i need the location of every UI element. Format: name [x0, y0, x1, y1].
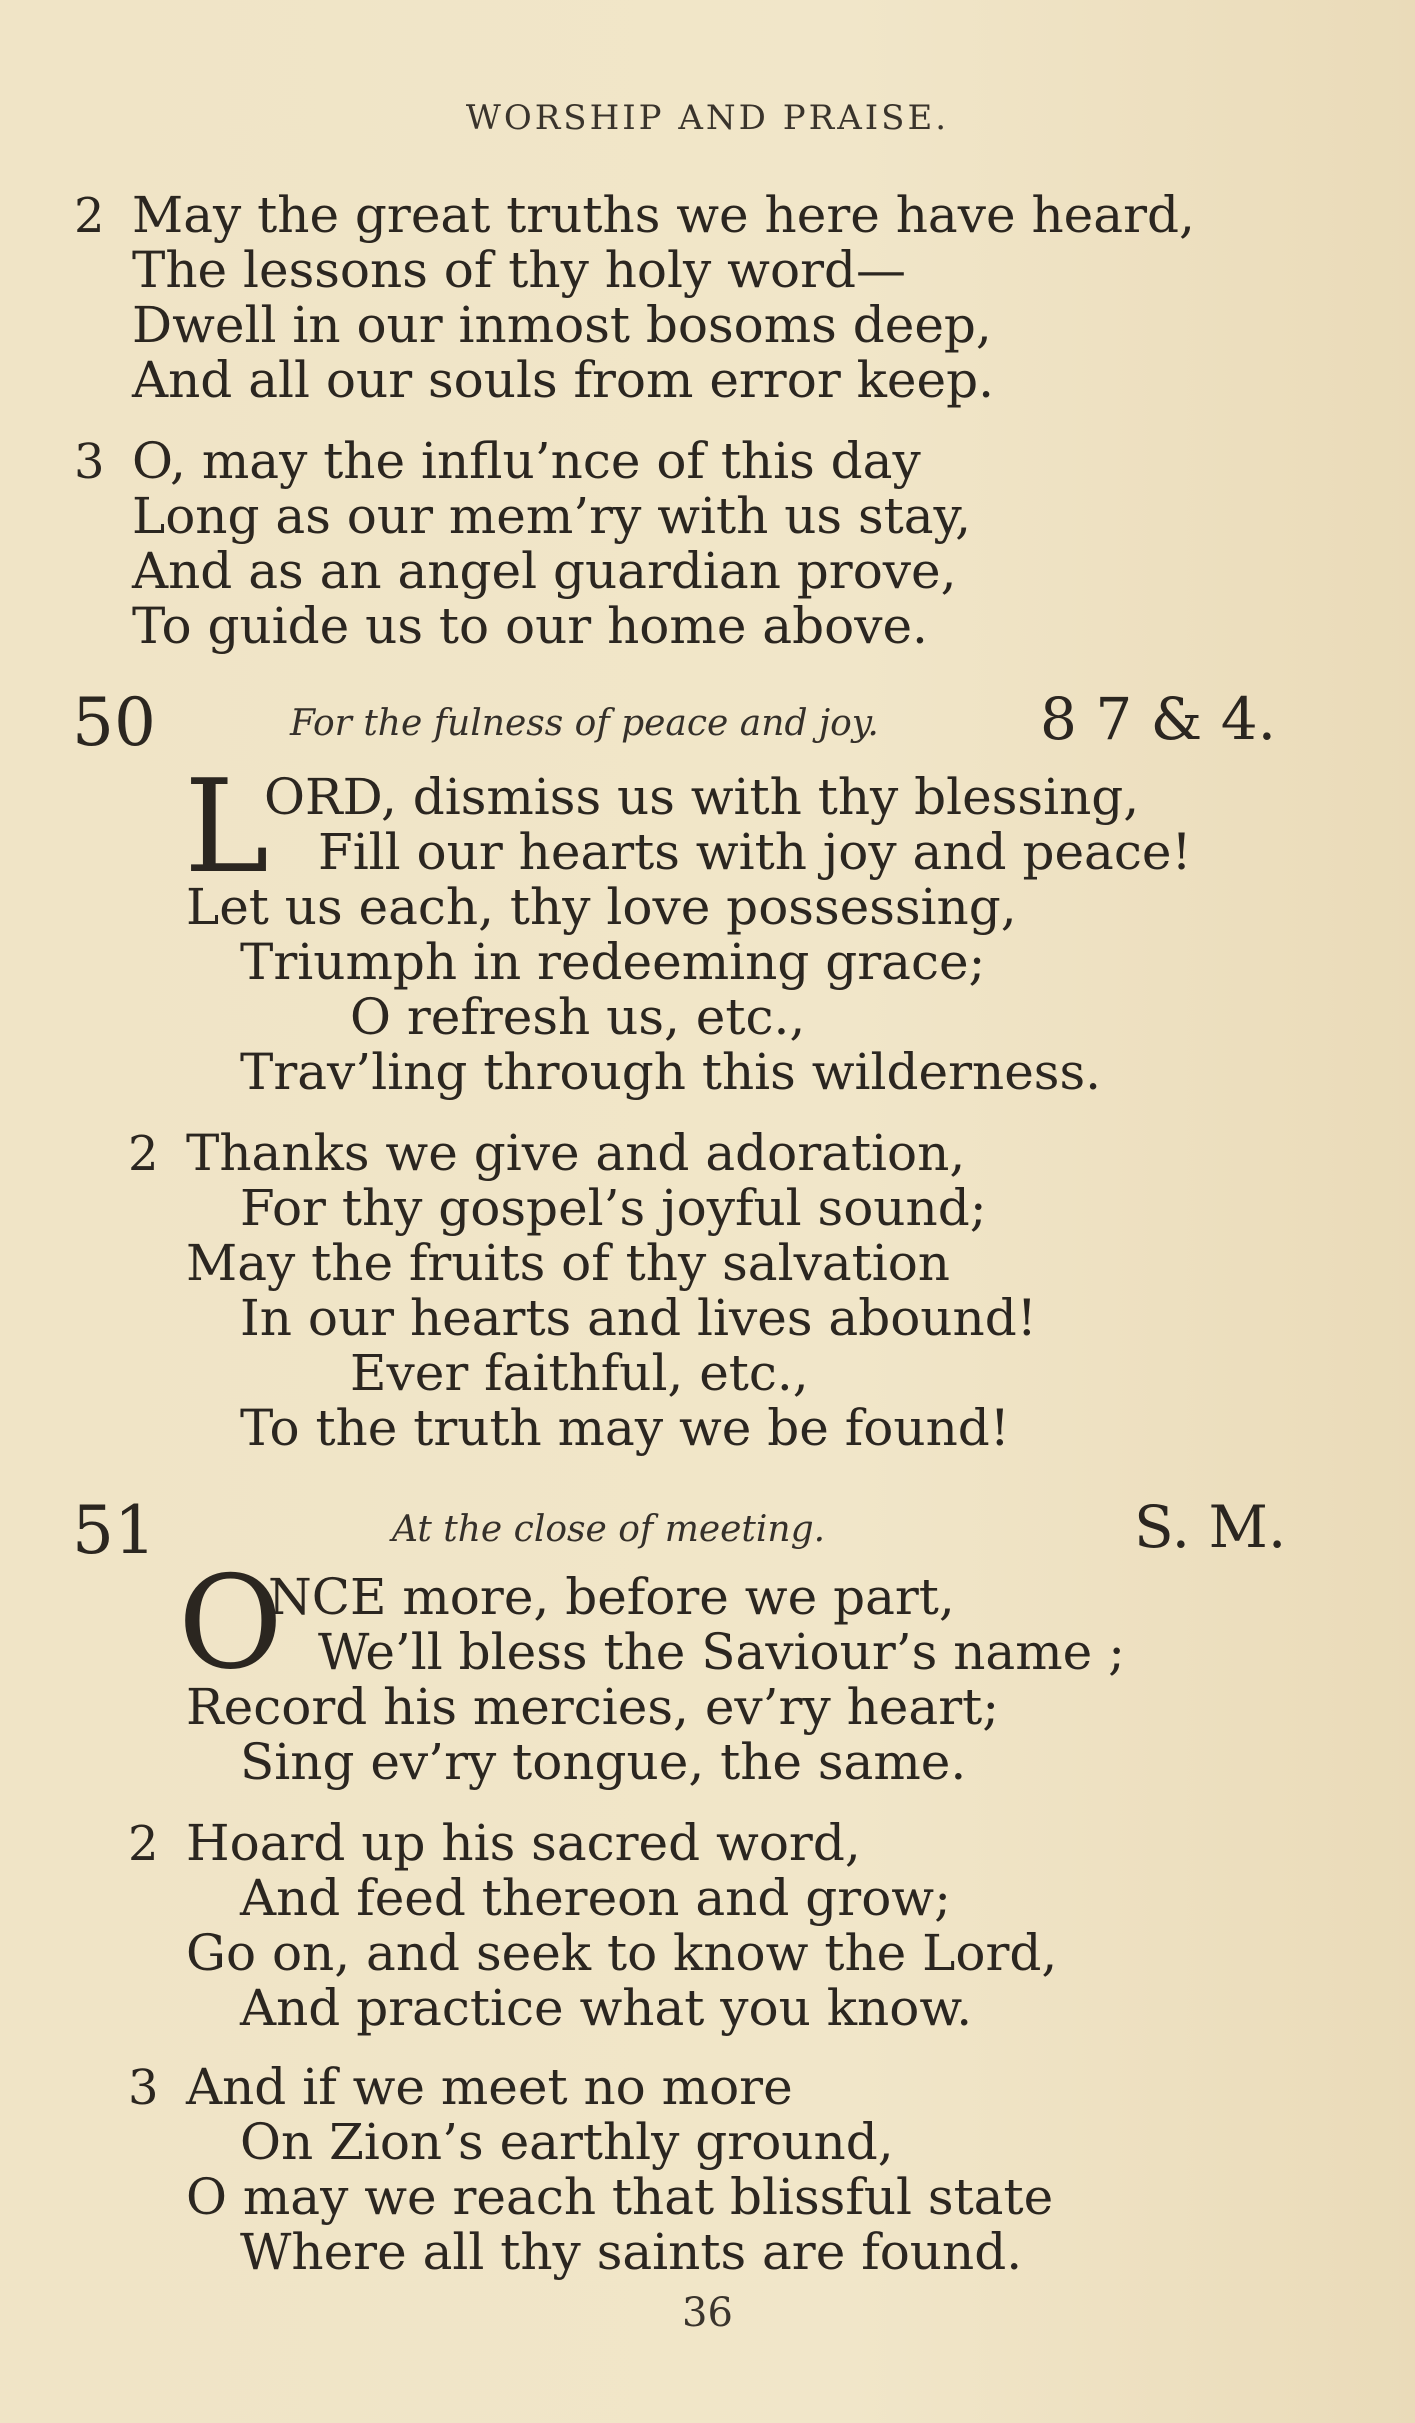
verse-line: O may we reach that blissful state [186, 2168, 1054, 2226]
verse-line: May the great truths we here have heard, [132, 186, 1195, 244]
verse-number: 2 [74, 188, 105, 244]
verse-line: Hoard up his sacred word, [186, 1814, 861, 1872]
verse-line: We’ll bless the Saviour’s name ; [318, 1623, 1125, 1681]
verse-line: Go on, and seek to know the Lord, [186, 1924, 1058, 1982]
verse-line: Sing ev’ry tongue, the same. [240, 1733, 967, 1791]
verse-line: And if we meet no more [186, 2058, 793, 2116]
verse-line: Trav’ling through this wilderness. [240, 1043, 1102, 1101]
verse-number: 2 [128, 1816, 159, 1872]
verse-line: Ever faithful, etc., [350, 1344, 809, 1402]
verse-number: 3 [128, 2060, 159, 2116]
verse-line: And practice what you know. [240, 1979, 973, 2037]
verse-line: Fill our hearts with joy and peace! [318, 823, 1192, 881]
hymn-meter: S. M. [1134, 1493, 1287, 1561]
verse-line: Where all thy saints are found. [240, 2223, 1023, 2281]
verse-line: May the fruits of thy salvation [186, 1234, 951, 1292]
hymn-number: 51 [72, 1492, 156, 1569]
verse-line: And all our souls from error keep. [132, 351, 994, 409]
verse-line: Dwell in our inmost bosoms deep, [132, 296, 992, 354]
running-head: WORSHIP AND PRAISE. [465, 98, 950, 138]
verse-line: For thy gospel’s joyful sound; [240, 1179, 987, 1237]
verse-line: Record his mercies, ev’ry heart; [186, 1678, 1000, 1736]
verse-line: Thanks we give and adoration, [186, 1124, 966, 1182]
verse-line: To guide us to our home above. [132, 597, 928, 655]
verse-line: O, may the influ’nce of this day [132, 432, 921, 490]
verse-line: To the truth may we be found! [240, 1399, 1010, 1457]
verse-line: NCE more, before we part, [268, 1568, 955, 1626]
verse-number: 2 [128, 1126, 159, 1182]
verse-line: O refresh us, etc., [350, 988, 806, 1046]
hymn-meter: 8 7 & 4. [1040, 685, 1277, 753]
drop-cap: L [184, 753, 269, 902]
drop-cap: O [178, 1549, 283, 1698]
verse-line: On Zion’s earthly ground, [240, 2113, 894, 2171]
verse-line: Long as our mem’ry with us stay, [132, 487, 972, 545]
verse-line: Let us each, thy love possessing, [186, 878, 1017, 936]
hymn-title: At the close of meeting. [392, 1509, 826, 1550]
verse-line: In our hearts and lives abound! [240, 1289, 1037, 1347]
verse-line: The lessons of thy holy word— [132, 241, 906, 299]
page-number: 36 [682, 2290, 733, 2336]
hymn-number: 50 [72, 684, 156, 761]
verse-line: And as an angel guardian prove, [132, 542, 957, 600]
hymn-title: For the fulness of peace and joy. [290, 703, 879, 744]
verse-line: And feed thereon and grow; [240, 1869, 951, 1927]
verse-line: Triumph in redeeming grace; [240, 933, 986, 991]
verse-line: ORD, dismiss us with thy blessing, [264, 768, 1140, 826]
verse-number: 3 [74, 434, 105, 490]
